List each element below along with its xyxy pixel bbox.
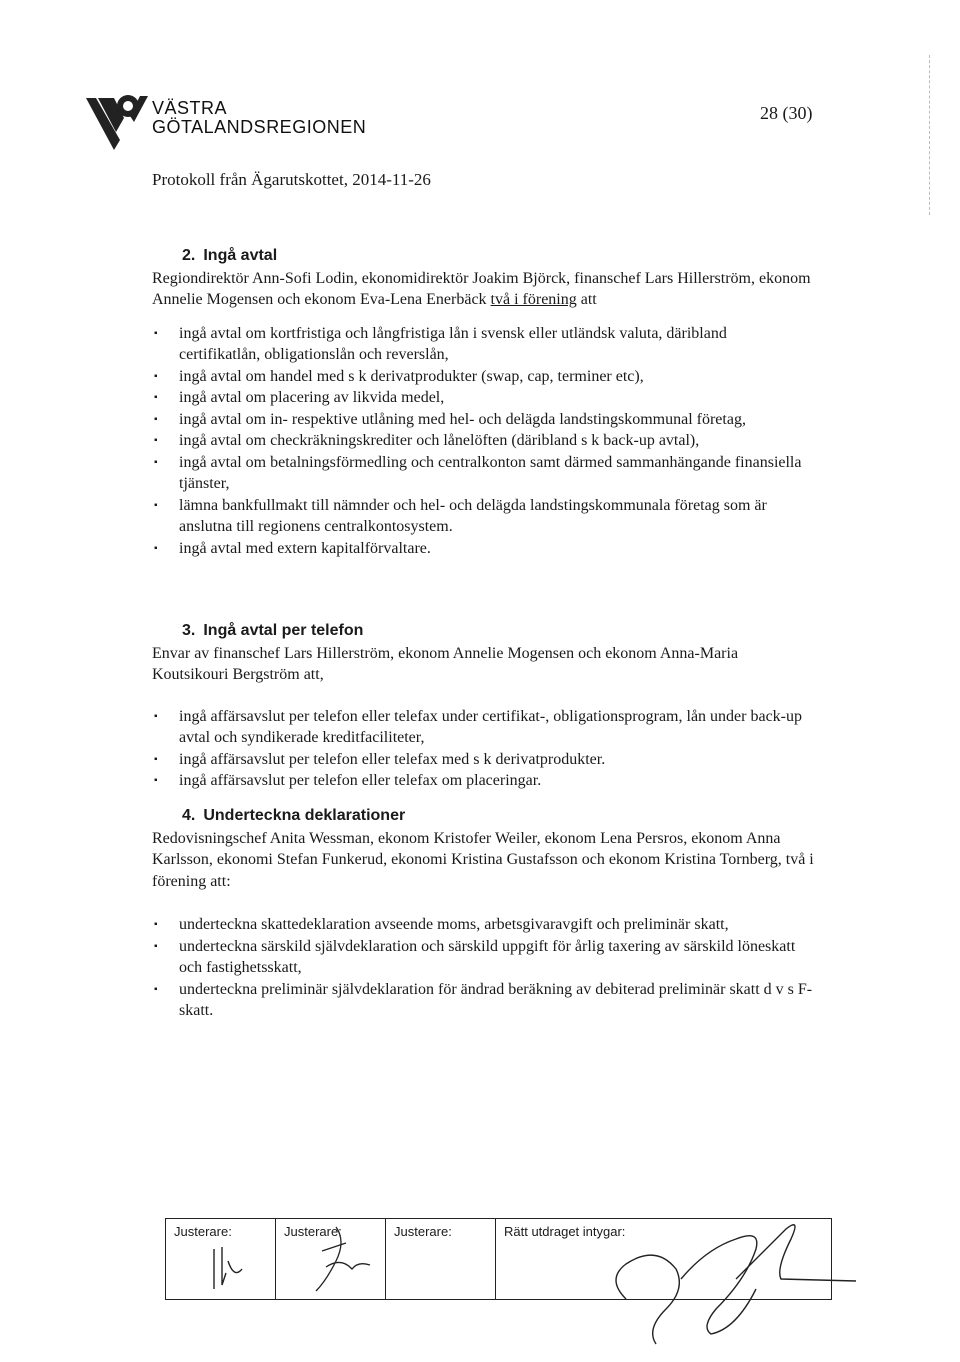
signature-label: Justerare: bbox=[174, 1224, 232, 1239]
list-item: ▪ underteckna preliminär självdeklaration för ändrad beräkning av debiterad preliminär skatt d v s F-skatt. bbox=[152, 979, 822, 1022]
signature-cell bbox=[496, 1219, 831, 1299]
bullet-list bbox=[152, 706, 812, 792]
section-ingaa-avtal bbox=[152, 245, 812, 559]
handwritten-signature-icon bbox=[586, 1209, 876, 1349]
section-intro: Envar av finanschef Lars Hillerström, ekonom Annelie Mogensen och ekonom Anna-Maria Koutsikouri Bergström att, bbox=[152, 644, 739, 683]
section-intro: Redovisningschef Anita Wessman, ekonom Kristofer Weiler, ekonom Lena Persros, ekonom Anna Karlsson, ekonomi Stefan Funkerud, ekonomi Kristina Gustafsson och ekonom Kristina Tornberg, två i förening att: bbox=[152, 829, 814, 890]
region-logo-icon bbox=[84, 92, 150, 154]
list-item: ▪ ingå affärsavslut per telefon eller telefax under certifikat-, obligationsprogram, lån under back-up avtal och syndikerade kreditfaciliteter, bbox=[152, 706, 812, 749]
bullet-list bbox=[152, 323, 812, 560]
org-line-2: GÖTALANDSREGIONEN bbox=[152, 117, 367, 137]
handwritten-initials-icon bbox=[206, 1243, 256, 1293]
section-title: Underteckna deklarationer bbox=[203, 807, 406, 824]
section-number: 4. bbox=[182, 807, 196, 824]
list-item: ▪ ingå avtal om betalningsförmedling och centralkonton samt därmed sammanhängande finansiella tjänster, bbox=[152, 452, 812, 495]
section-heading bbox=[182, 245, 812, 267]
signature-table bbox=[165, 1218, 832, 1300]
list-item: ▪ ingå avtal om checkräkningskrediter och lånelöften (däribland s k back-up avtal), bbox=[152, 430, 812, 452]
signature-label: Justerare: bbox=[284, 1224, 342, 1239]
intro-underlined: två i förening bbox=[490, 291, 577, 308]
list-item: ▪ ingå avtal med extern kapitalförvaltare. bbox=[152, 538, 812, 560]
section-deklarationer bbox=[152, 805, 822, 1022]
page-number: 28 (30) bbox=[760, 103, 813, 123]
intro-text: Regiondirektör Ann-Sofi Lodin, ekonomidirektör Joakim Björck, finanschef Lars Hillerström, ekonom Annelie Mogensen och ekonom Eva-Lena Enerbäck bbox=[152, 269, 811, 308]
section-number: 2. bbox=[182, 247, 196, 264]
list-item: ▪ ingå avtal om placering av likvida medel, bbox=[152, 387, 812, 409]
bullet-list bbox=[152, 914, 822, 1022]
list-item: ▪ underteckna skattedeklaration avseende moms, arbetsgivaravgift och preliminär skatt, bbox=[152, 914, 822, 936]
section-heading bbox=[182, 620, 812, 642]
protocol-title: Protokoll från Ägarutskottet, 2014-11-26 bbox=[152, 170, 431, 189]
list-item: ▪ underteckna särskild självdeklaration och särskild uppgift för årlig taxering av särskild löneskatt och fastighetsskatt, bbox=[152, 936, 822, 979]
section-number: 3. bbox=[182, 622, 196, 639]
signature-cell bbox=[276, 1219, 386, 1299]
list-item: ▪ lämna bankfullmakt till nämnder och hel- och delägda landstingskommunala företag som är anslutna till regionens centralkontosystem. bbox=[152, 495, 812, 538]
list-item: ▪ ingå affärsavslut per telefon eller telefax med s k derivatprodukter. bbox=[152, 749, 812, 771]
signature-cell bbox=[386, 1219, 496, 1299]
list-item: ▪ ingå avtal om handel med s k derivatprodukter (swap, cap, terminer etc), bbox=[152, 366, 812, 388]
org-line-1: VÄSTRA bbox=[152, 98, 228, 118]
section-avtal-per-telefon bbox=[152, 620, 812, 792]
intro-end: att bbox=[576, 291, 597, 308]
margin-line bbox=[929, 55, 931, 215]
signature-label: Justerare: bbox=[394, 1224, 452, 1239]
signature-cell bbox=[166, 1219, 276, 1299]
organization-name bbox=[152, 99, 366, 137]
section-title: Ingå avtal bbox=[203, 247, 278, 264]
list-item: ▪ ingå avtal om in- respektive utlåning med hel- och delägda landstingskommunal företag, bbox=[152, 409, 812, 431]
list-item: ▪ ingå affärsavslut per telefon eller telefax om placeringar. bbox=[152, 770, 812, 792]
section-intro bbox=[152, 268, 812, 311]
signature-label: Rätt utdraget intygar: bbox=[504, 1224, 626, 1239]
section-title: Ingå avtal per telefon bbox=[203, 622, 364, 639]
list-item: ▪ ingå avtal om kortfristiga och långfristiga lån i svensk eller utländsk valuta, däribland certifikatlån, obligationslån och reverslån, bbox=[152, 323, 812, 366]
section-heading bbox=[182, 805, 822, 827]
